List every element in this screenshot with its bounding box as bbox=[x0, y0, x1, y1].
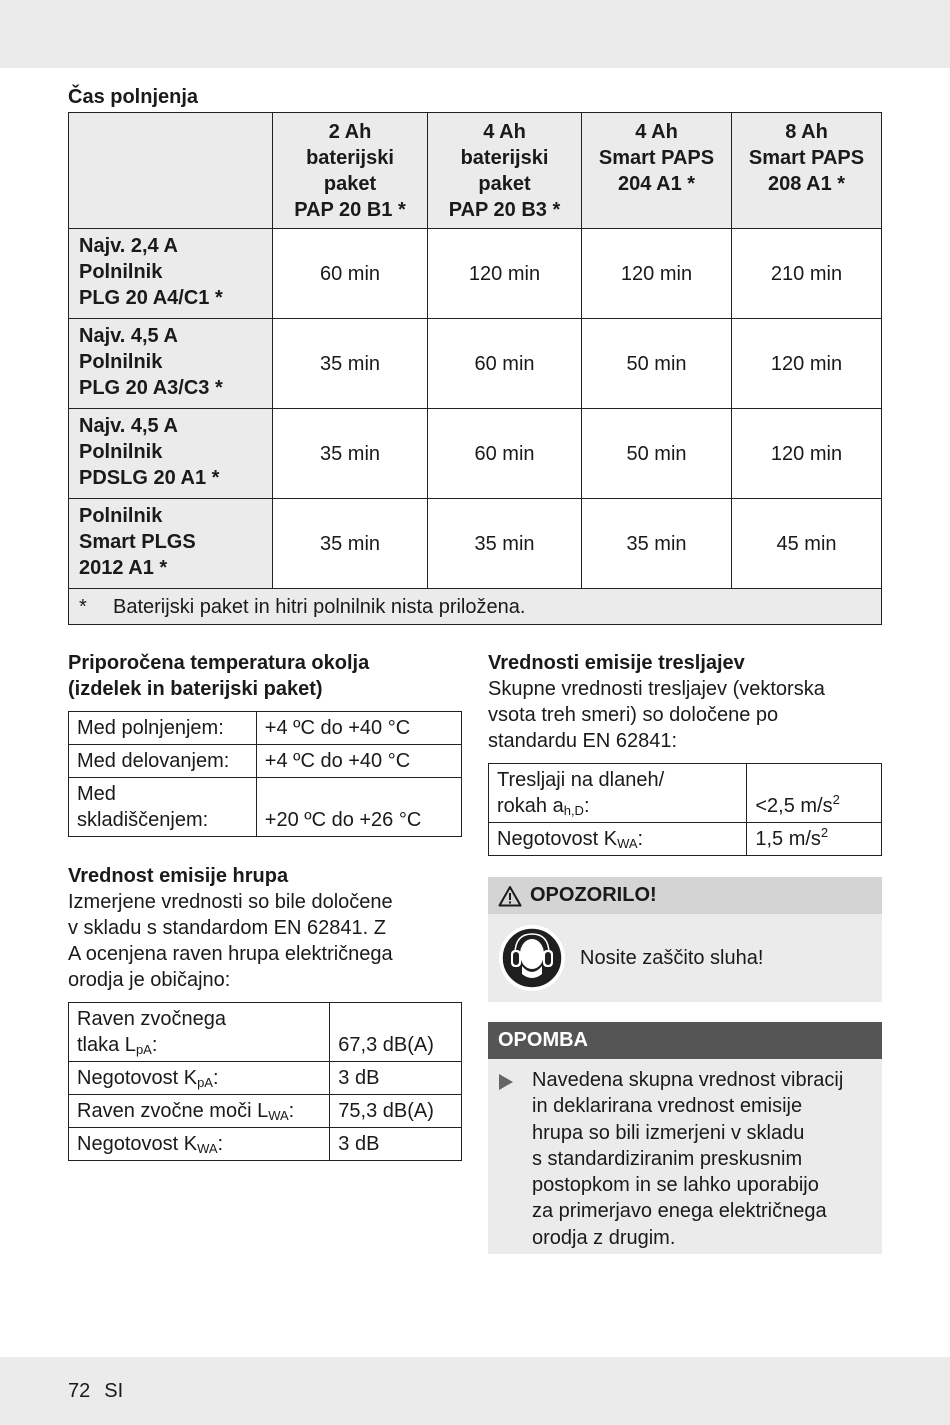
vibration-table bbox=[488, 763, 882, 856]
ear-protection-icon bbox=[498, 924, 566, 992]
table-row bbox=[69, 778, 462, 837]
vibration-section bbox=[488, 650, 882, 754]
table-cell-value: 67,3 dB(A) bbox=[330, 1003, 462, 1062]
column-header: 2 Ah baterijski paket PAP 20 B1 * bbox=[273, 113, 428, 229]
warning-text: Nosite zaščito sluha! bbox=[580, 946, 764, 969]
table-cell: 60 min bbox=[273, 229, 428, 319]
language-code: SI bbox=[104, 1380, 124, 1402]
note-header: OPOMBA bbox=[488, 1022, 882, 1059]
table-cell-label: Negotovost $K_{WA}$: bbox=[69, 1128, 330, 1161]
row-header: Najv. 2,4 A Polnilnik PLG 20 A4/C1 * bbox=[69, 229, 273, 319]
arrow-right-icon bbox=[498, 1067, 532, 1251]
table-row bbox=[69, 1003, 462, 1062]
vibration-heading: Vrednosti emisije tresljajev bbox=[488, 652, 745, 674]
table-cell-label: Med skladiščenjem: bbox=[69, 778, 257, 837]
table-cell: 120 min bbox=[428, 229, 582, 319]
row-header: Polnilnik Smart PLGS 2012 A1 * bbox=[69, 499, 273, 589]
note-body bbox=[488, 1059, 882, 1251]
temperature-heading: Priporočena temperatura okolja (izdelek in baterijski paket) bbox=[68, 652, 370, 700]
table-cell: 35 min bbox=[273, 319, 428, 409]
row-header: Najv. 4,5 A Polnilnik PDSLG 20 A1 * bbox=[69, 409, 273, 499]
table-cell: 35 min bbox=[582, 499, 732, 589]
table-row bbox=[489, 764, 882, 823]
table-cell-value: 3 dB bbox=[330, 1128, 462, 1161]
table-cell: 50 min bbox=[582, 409, 732, 499]
footer-band bbox=[0, 1357, 950, 1425]
footnote-row bbox=[69, 589, 882, 625]
warning-triangle-icon bbox=[498, 885, 522, 907]
table-cell-value: +4 ºC do +40 °C bbox=[256, 712, 461, 745]
column-header: 4 Ah Smart PAPS 204 A1 * bbox=[582, 113, 732, 229]
header-band bbox=[0, 0, 950, 68]
vibration-text: Skupne vrednosti tresljajev (vektorska vsota treh smeri) so določene po standardu EN 62841: bbox=[488, 678, 825, 752]
noise-heading: Vrednost emisije hrupa bbox=[68, 865, 289, 887]
table-row bbox=[489, 823, 882, 856]
table-row bbox=[69, 745, 462, 778]
table-cell-label: Tresljaji na dlaneh/ rokah $a_{h,D}$: bbox=[489, 764, 747, 823]
table-cell-label: Med polnjenjem: bbox=[69, 712, 257, 745]
table-cell: 50 min bbox=[582, 319, 732, 409]
noise-text: Izmerjene vrednosti so bile določene v skladu s standardom EN 62841. Z A ocenjena raven hrupa električnega orodja je običajno: bbox=[68, 891, 393, 991]
corner-cell bbox=[69, 113, 273, 229]
row-header: Najv. 4,5 A Polnilnik PLG 20 A3/C3 * bbox=[69, 319, 273, 409]
table-row bbox=[69, 409, 882, 499]
table-cell-value: <2,5 $m/s^2$ bbox=[747, 764, 882, 823]
table-row bbox=[69, 1128, 462, 1161]
noise-table bbox=[68, 1002, 462, 1161]
table-cell: 120 min bbox=[582, 229, 732, 319]
noise-section bbox=[68, 863, 462, 993]
page-footer bbox=[68, 1380, 137, 1403]
note-box bbox=[488, 1022, 882, 1254]
column-header: 4 Ah baterijski paket PAP 20 B3 * bbox=[428, 113, 582, 229]
table-cell: 60 min bbox=[428, 319, 582, 409]
table-cell-value: +20 ºC do +26 °C bbox=[256, 778, 461, 837]
table-cell-label: Raven zvočnega tlaka $L_{pA}$: bbox=[69, 1003, 330, 1062]
table-cell-value: 3 dB bbox=[330, 1062, 462, 1095]
table-cell: 210 min bbox=[732, 229, 882, 319]
page-number: 72 bbox=[68, 1380, 91, 1402]
charging-header-row bbox=[69, 113, 882, 229]
table-cell: 45 min bbox=[732, 499, 882, 589]
charging-title: Čas polnjenja bbox=[68, 86, 199, 108]
table-row bbox=[69, 1062, 462, 1095]
charging-table bbox=[68, 112, 882, 625]
table-cell-value: 75,3 dB(A) bbox=[330, 1095, 462, 1128]
footnote: * Baterijski paket in hitri polnilnik nista priložena. bbox=[69, 589, 882, 625]
table-cell-value: 1,5 $m/s^2$ bbox=[747, 823, 882, 856]
table-cell: 35 min bbox=[273, 409, 428, 499]
temperature-table bbox=[68, 711, 462, 837]
warning-title: OPOZORILO! bbox=[530, 884, 657, 906]
warning-body bbox=[488, 914, 882, 1002]
table-cell: 120 min bbox=[732, 409, 882, 499]
table-row bbox=[69, 712, 462, 745]
table-cell-label: Negotovost $K_{WA}$: bbox=[489, 823, 747, 856]
table-cell-label: Med delovanjem: bbox=[69, 745, 257, 778]
note-text: Navedena skupna vrednost vibracij in deklarirana vrednost emisije hrupa so bili izmerjeni v skladu s standardiziranim preskusnim postopkom in se lahko uporabijo za primerjavo enega električnega orodja z drugim. bbox=[532, 1069, 844, 1249]
warning-box bbox=[488, 877, 882, 1002]
table-cell-value: +4 ºC do +40 °C bbox=[256, 745, 461, 778]
table-cell: 35 min bbox=[428, 499, 582, 589]
table-cell: 60 min bbox=[428, 409, 582, 499]
table-row bbox=[69, 1095, 462, 1128]
column-header: 8 Ah Smart PAPS 208 A1 * bbox=[732, 113, 882, 229]
table-cell-label: Negotovost $K_{pA}$: bbox=[69, 1062, 330, 1095]
warning-header bbox=[488, 877, 882, 914]
table-cell: 35 min bbox=[273, 499, 428, 589]
table-row bbox=[69, 229, 882, 319]
table-row bbox=[69, 319, 882, 409]
table-row bbox=[69, 499, 882, 589]
table-cell-label: Raven zvočne moči $L_{WA}$: bbox=[69, 1095, 330, 1128]
table-cell: 120 min bbox=[732, 319, 882, 409]
